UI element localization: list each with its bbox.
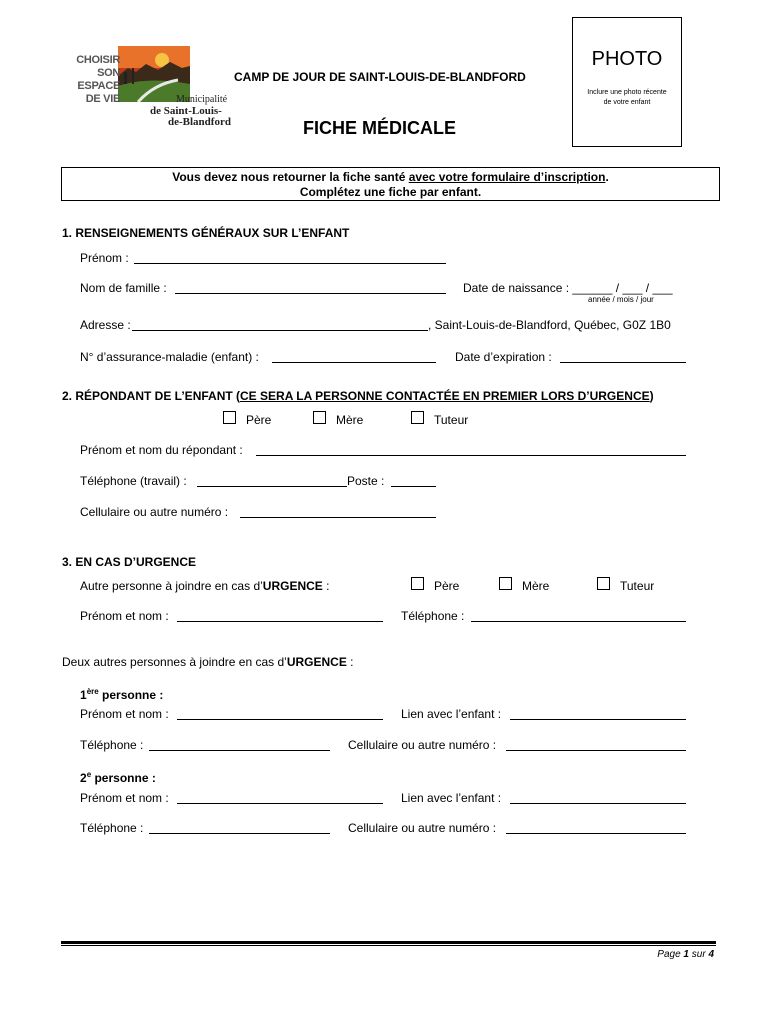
nom-repondant-label: Prénom et nom du répondant : [80,443,243,457]
p1-telephone-field[interactable] [149,750,330,751]
photo-note-1: Inclure une photo récente [587,89,667,96]
urgence-pere-checkbox[interactable] [411,577,424,590]
telephone-travail-label: Téléphone (travail) : [80,474,187,488]
logo-line-3: DE VIE [85,93,120,105]
adresse-suffix: , Saint-Louis-de-Blandford, Québec, G0Z 1B0 [428,318,671,332]
urgence-mere-label: Mère [522,579,550,593]
personne1-label: personne : [98,688,164,702]
prenom-label: Prénom : [80,251,129,265]
p1-prenom-nom-field[interactable] [177,719,383,720]
photo-note-2: de votre enfant [603,99,651,106]
urgence-telephone-label: Téléphone : [401,609,465,623]
p2-telephone-label: Téléphone : [80,821,144,835]
deux-personnes-post: : [346,655,354,669]
autre-personne-pre: Autre personne à joindre en cas d’ [80,579,263,593]
p1-lien-label: Lien avec l’enfant : [401,707,502,721]
municipality-logo [58,44,242,130]
p2-prenom-nom-field[interactable] [177,803,383,804]
p2-cellulaire-field[interactable] [506,833,686,834]
date-naissance-label[interactable]: Date de naissance : ______ / ___ / ___ [463,281,673,295]
poste-label: Poste : [347,474,385,488]
page-pre: Page [657,949,684,960]
footer-rule-thin [61,945,716,946]
personne1-num: 1 [80,688,87,702]
assurance-field[interactable] [272,362,436,363]
camp-title: CAMP DE JOUR DE SAINT-LOUIS-DE-BLANDFORD [234,70,526,84]
logo-muni-label: Municipalité [176,94,228,105]
notice-line2: Complétez une fiche par enfant. [299,185,482,199]
p2-prenom-nom-label: Prénom et nom : [80,791,169,805]
autre-personne-post: : [322,579,330,593]
p2-lien-label: Lien avec l’enfant : [401,791,502,805]
form-title: FICHE MÉDICALE [303,118,456,138]
logo-muni-name-1: de Saint-Louis- [150,105,222,117]
autre-personne-bold: URGENCE [262,579,323,593]
p2-lien-field[interactable] [510,803,686,804]
personne2-sup: e [86,770,92,779]
urgence-mere-checkbox[interactable] [499,577,512,590]
urgence-tuteur-checkbox[interactable] [597,577,610,590]
section1-title: 1. RENSEIGNEMENTS GÉNÉRAUX SUR L’ENFANT [62,226,350,240]
urgence-telephone-field[interactable] [471,621,686,622]
page-number [657,948,714,962]
telephone-travail-field[interactable] [197,486,347,487]
p2-cellulaire-label: Cellulaire ou autre numéro : [348,821,497,835]
cellulaire-repondant-field[interactable] [240,517,436,518]
p2-telephone-field[interactable] [149,833,330,834]
urgence-prenom-nom-field[interactable] [177,621,383,622]
p1-lien-field[interactable] [510,719,686,720]
footer-rule [61,941,716,944]
urgence-prenom-nom-label: Prénom et nom : [80,609,169,623]
notice-line1-pre: Vous devez nous retourner la fiche santé [172,170,409,184]
personne2-num: 2 [80,771,87,785]
date-naissance-hint: année / mois / jour [588,295,654,304]
photo-box [572,17,682,147]
expiration-field[interactable] [560,362,686,363]
adresse-label: Adresse : [80,318,131,332]
section2-title-underlined: CE SERA LA PERSONNE CONTACTÉE EN PREMIER LORS D’URGENCE [240,389,650,403]
deux-personnes-pre: Deux autres personnes à joindre en cas d’ [62,655,287,669]
repondant-mere-checkbox[interactable] [313,411,326,424]
nom-repondant-field[interactable] [256,455,686,456]
nom-famille-label: Nom de famille : [80,281,167,295]
personne2-label: personne : [91,771,156,785]
assurance-label: N° d’assurance-maladie (enfant) : [80,350,259,364]
poste-field[interactable] [391,486,436,487]
notice-line1-post: . [605,170,609,184]
page-total: 4 [708,949,714,960]
p1-telephone-label: Téléphone : [80,738,144,752]
repondant-pere-checkbox[interactable] [223,411,236,424]
p1-cellulaire-field[interactable] [506,750,686,751]
page-num: 1 [683,949,689,960]
deux-personnes-bold: URGENCE [286,655,347,669]
cellulaire-repondant-label: Cellulaire ou autre numéro : [80,505,229,519]
logo-line-1: CHOISIR [76,54,120,66]
prenom-field[interactable] [134,263,446,264]
repondant-tuteur-label: Tuteur [434,413,469,427]
nom-famille-field[interactable] [175,293,446,294]
section2-title-pre: 2. RÉPONDANT DE L’ENFANT ( [62,389,241,403]
personne1-sup: ère [86,687,99,696]
urgence-tuteur-label: Tuteur [620,579,655,593]
section3-title: 3. EN CAS D’URGENCE [62,555,197,569]
section2-title-post: ) [649,389,654,403]
logo-muni-name-2: de-Blandford [168,116,231,128]
notice-line1-underlined: avec votre formulaire d’inscription [408,170,606,184]
photo-label: PHOTO [591,48,663,70]
repondant-mere-label: Mère [336,413,364,427]
repondant-pere-label: Père [246,413,272,427]
expiration-label: Date d’expiration : [455,350,552,364]
logo-line-2: SON ESPACE [77,67,120,92]
notice-box [61,167,720,201]
p1-prenom-nom-label: Prénom et nom : [80,707,169,721]
adresse-field[interactable] [132,330,428,331]
repondant-tuteur-checkbox[interactable] [411,411,424,424]
page-mid: sur [688,949,709,960]
p1-cellulaire-label: Cellulaire ou autre numéro : [348,738,497,752]
urgence-pere-label: Père [434,579,460,593]
